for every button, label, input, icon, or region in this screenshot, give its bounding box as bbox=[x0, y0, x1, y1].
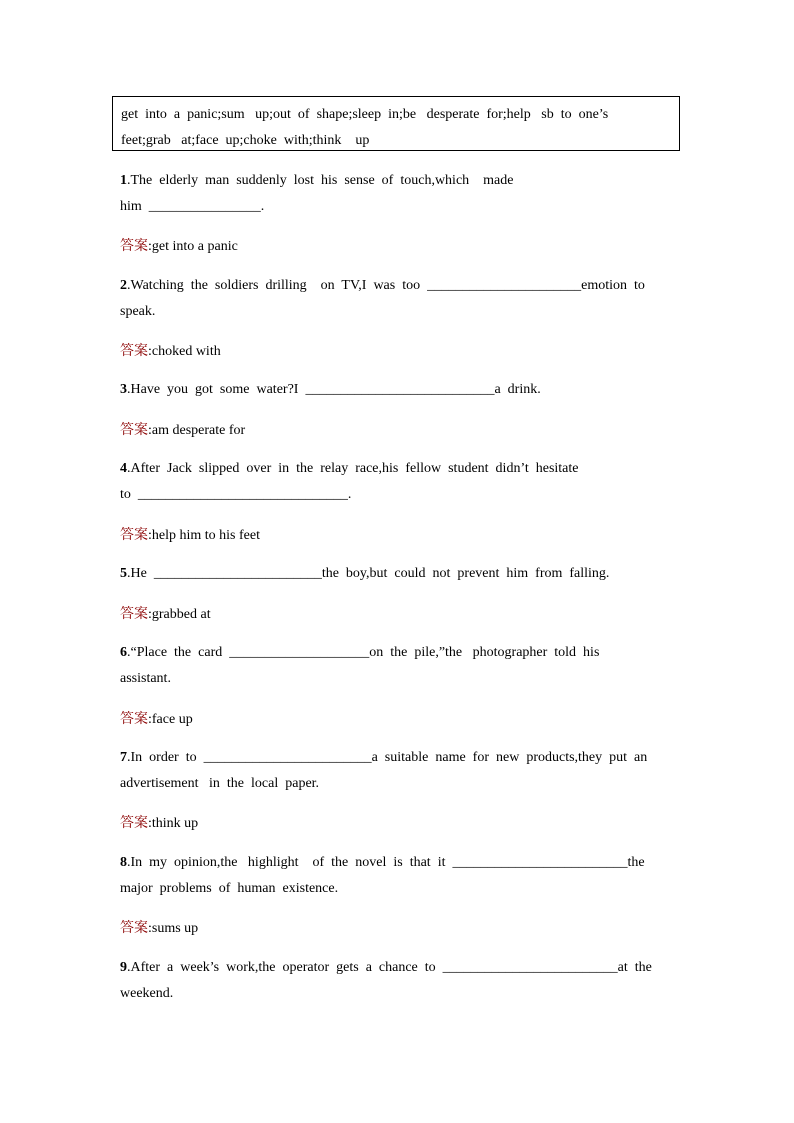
question-number: 5 bbox=[120, 566, 127, 581]
answer-8 bbox=[120, 915, 198, 942]
question-text-cont: speak. bbox=[120, 304, 156, 319]
answer-text: :think up bbox=[148, 816, 199, 831]
word-bank-line-2: feet;grab at;face up;choke with;think up bbox=[121, 133, 370, 148]
answer-3 bbox=[120, 417, 245, 444]
question-text: .Have you got some water?I ___________________________a drink. bbox=[127, 382, 541, 397]
question-number: 9 bbox=[120, 960, 127, 975]
answer-text: :face up bbox=[148, 712, 193, 727]
question-number: 2 bbox=[120, 278, 127, 293]
answer-text: :am desperate for bbox=[148, 423, 246, 438]
question-number: 7 bbox=[120, 750, 127, 765]
word-bank-box bbox=[112, 96, 680, 151]
answer-5 bbox=[120, 601, 211, 628]
question-number: 3 bbox=[120, 382, 127, 397]
question-3 bbox=[120, 377, 672, 403]
answer-label: 答案 bbox=[120, 527, 148, 543]
question-5 bbox=[120, 561, 672, 587]
answer-label: 答案 bbox=[120, 711, 148, 727]
answer-6 bbox=[120, 706, 193, 733]
question-4 bbox=[120, 456, 672, 508]
question-text: .In order to ________________________a suitable name for new products,they put an bbox=[127, 750, 648, 765]
answer-label: 答案 bbox=[120, 343, 148, 359]
question-text: .He ________________________the boy,but could not prevent him from falling. bbox=[127, 566, 610, 581]
answer-text: :grabbed at bbox=[148, 607, 211, 622]
answer-7 bbox=[120, 810, 198, 837]
answer-2 bbox=[120, 338, 221, 365]
question-8 bbox=[120, 850, 672, 902]
question-text: .After a week’s work,the operator gets a chance to _________________________at the bbox=[127, 960, 652, 975]
question-text-cont: assistant. bbox=[120, 671, 171, 686]
answer-text: :help him to his feet bbox=[148, 528, 260, 543]
question-text: .Watching the soldiers drilling on TV,I was too ______________________emotion to bbox=[127, 278, 645, 293]
answer-1 bbox=[120, 233, 238, 260]
question-text: .The elderly man suddenly lost his sense of touch,which made bbox=[127, 173, 514, 188]
question-number: 6 bbox=[120, 645, 127, 660]
question-number: 4 bbox=[120, 461, 127, 476]
answer-text: :choked with bbox=[148, 344, 221, 359]
answer-label: 答案 bbox=[120, 815, 148, 831]
answer-label: 答案 bbox=[120, 920, 148, 936]
question-text: .In my opinion,the highlight of the novel is that it _________________________the bbox=[127, 855, 645, 870]
question-2 bbox=[120, 273, 672, 325]
answer-label: 答案 bbox=[120, 606, 148, 622]
question-text: .After Jack slipped over in the relay race,his fellow student didn’t hesitate bbox=[127, 461, 579, 476]
answer-text: :get into a panic bbox=[148, 239, 238, 254]
answer-label: 答案 bbox=[120, 238, 148, 254]
question-number: 8 bbox=[120, 855, 127, 870]
question-text-cont: to ______________________________. bbox=[120, 487, 352, 502]
question-text-cont: major problems of human existence. bbox=[120, 881, 339, 896]
word-bank-line-1: get into a panic;sum up;out of shape;sleep in;be desperate for;help sb to one’s bbox=[121, 107, 609, 122]
question-7 bbox=[120, 745, 672, 797]
question-1 bbox=[120, 168, 672, 220]
question-text-cont: weekend. bbox=[120, 986, 174, 1001]
answer-4 bbox=[120, 522, 260, 549]
question-text: .“Place the card ____________________on the pile,”the photographer told his bbox=[127, 645, 600, 660]
question-text-cont: advertisement in the local paper. bbox=[120, 776, 320, 791]
question-9 bbox=[120, 955, 672, 1007]
question-number: 1 bbox=[120, 173, 127, 188]
answer-label: 答案 bbox=[120, 422, 148, 438]
answer-text: :sums up bbox=[148, 921, 199, 936]
question-text-cont: him ________________. bbox=[120, 199, 265, 214]
question-6 bbox=[120, 640, 672, 692]
